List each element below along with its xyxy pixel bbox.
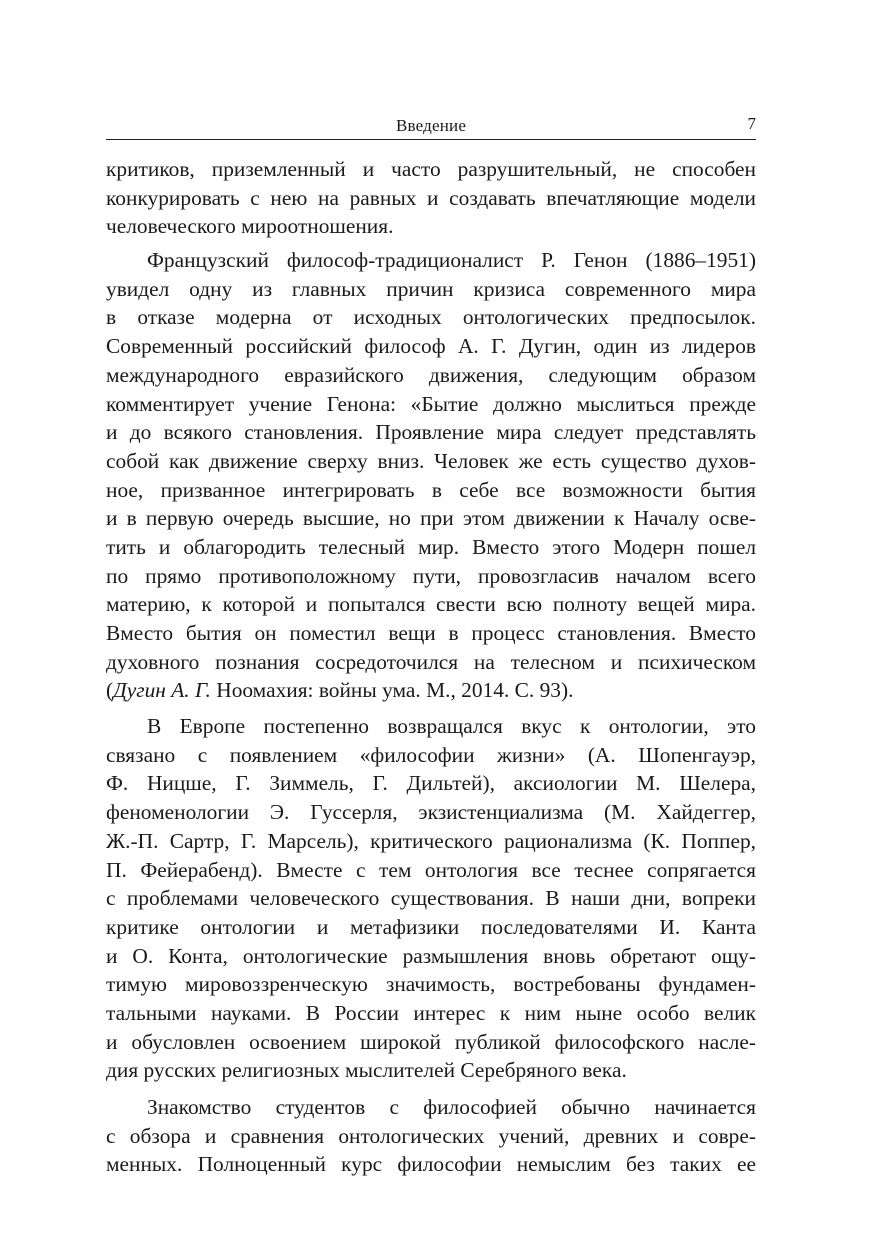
text-line: комментирует учение Генона: «Бытие должно мыслиться прежде: [106, 391, 756, 416]
body-text: [106, 155, 756, 1179]
paragraph: [106, 155, 756, 241]
chapter-title: Введение: [395, 116, 467, 135]
text-line: Ф. Ницше, Г. Зиммель, Г. Дильтей), аксиологии М. Шелера,: [106, 771, 756, 796]
text-line: менных. Полноценный курс философии немыслим без таких ее: [106, 1152, 756, 1177]
text-line: духовного познания сосредоточился на телесном и психическом: [106, 649, 756, 674]
paragraph: [106, 712, 756, 1085]
text-line: тить и облагородить телесный мир. Вместо этого Модерн пошел: [106, 534, 756, 559]
text-line: в отказе модерна от исходных онтологических предпосылок.: [106, 305, 756, 330]
text-line: феноменологии Э. Гуссерля, экзистенциализма (М. Хайдеггер,: [106, 800, 756, 825]
text-line: международного евразийского движения, следующим образом: [106, 362, 756, 387]
text-line: и О. Конта, онтологические размышления вновь обретают ощу-: [106, 943, 756, 968]
text-line: собой как движение сверху вниз. Человек же есть существо духов-: [106, 448, 756, 473]
text-line: Знакомство студентов с философией обычно начинается: [147, 1095, 756, 1119]
text-line: критике онтологии и метафизики последователями И. Канта: [106, 914, 756, 939]
text-line: и в первую очередь высшие, но при этом движении к Началу осве-: [106, 506, 756, 531]
citation-line: [106, 676, 756, 705]
text-line: конкурировать с нею на равных и создавать впечатляющие модели: [106, 185, 756, 210]
text-line: человеческого мироотношения.: [106, 214, 394, 239]
citation-open: (: [106, 678, 114, 703]
text-line: с проблемами человеческого существования. В наши дни, вопреки: [106, 886, 756, 911]
text-line: В Европе постепенно возвращался вкус к онтологии, это: [147, 714, 756, 739]
paragraph: [106, 1093, 756, 1179]
text-line: увидел одну из главных причин кризиса современного мира: [106, 276, 756, 301]
text-line: Ж.-П. Сартр, Г. Марсель), критического рационализма (К. Поппер,: [106, 828, 756, 853]
page-number: 7: [747, 114, 756, 133]
text-line: ное, призванное интегрировать в себе все возможности бытия: [106, 477, 756, 502]
citation-rest: Ноомахия: войны ума. М., 2014. С. 93).: [210, 678, 574, 703]
text-line: материю, к которой и попытался свести всю полноту вещей мира.: [106, 592, 756, 617]
text-line: тальными науками. В России интерес к ним ныне особо велик: [106, 1000, 756, 1025]
text-line: П. Фейерабенд). Вместе с тем онтология все теснее сопрягается: [106, 857, 756, 882]
text-line: Французский философ-традиционалист Р. Генон (1886–1951): [147, 248, 756, 273]
citation-author: Дугин А. Г.: [113, 678, 211, 703]
text-line: связано с появлением «философии жизни» (А. Шопенгауэр,: [106, 742, 756, 767]
text-line: и до всякого становления. Проявление мира следует представлять: [106, 420, 756, 445]
running-header: [106, 113, 756, 140]
text-line: по прямо противоположному пути, провозгласив началом всего: [106, 563, 756, 588]
text-line: Современный российский философ А. Г. Дугин, один из лидеров: [106, 334, 756, 359]
text-line: Вместо бытия он поместил вещи в процесс становления. Вместо: [106, 621, 756, 645]
paragraph: [106, 246, 756, 705]
text-line: дия русских религиозных мыслителей Серебряного века.: [106, 1058, 627, 1083]
text-line: с обзора и сравнения онтологических учений, древних и совре-: [106, 1123, 756, 1148]
text-line: и обусловлен освоением широкой публикой философского насле-: [106, 1029, 756, 1054]
text-line: тимую мировоззренческую значимость, востребованы фундамен-: [106, 972, 756, 997]
text-line: критиков, приземленный и часто разрушительный, не способен: [106, 157, 756, 181]
